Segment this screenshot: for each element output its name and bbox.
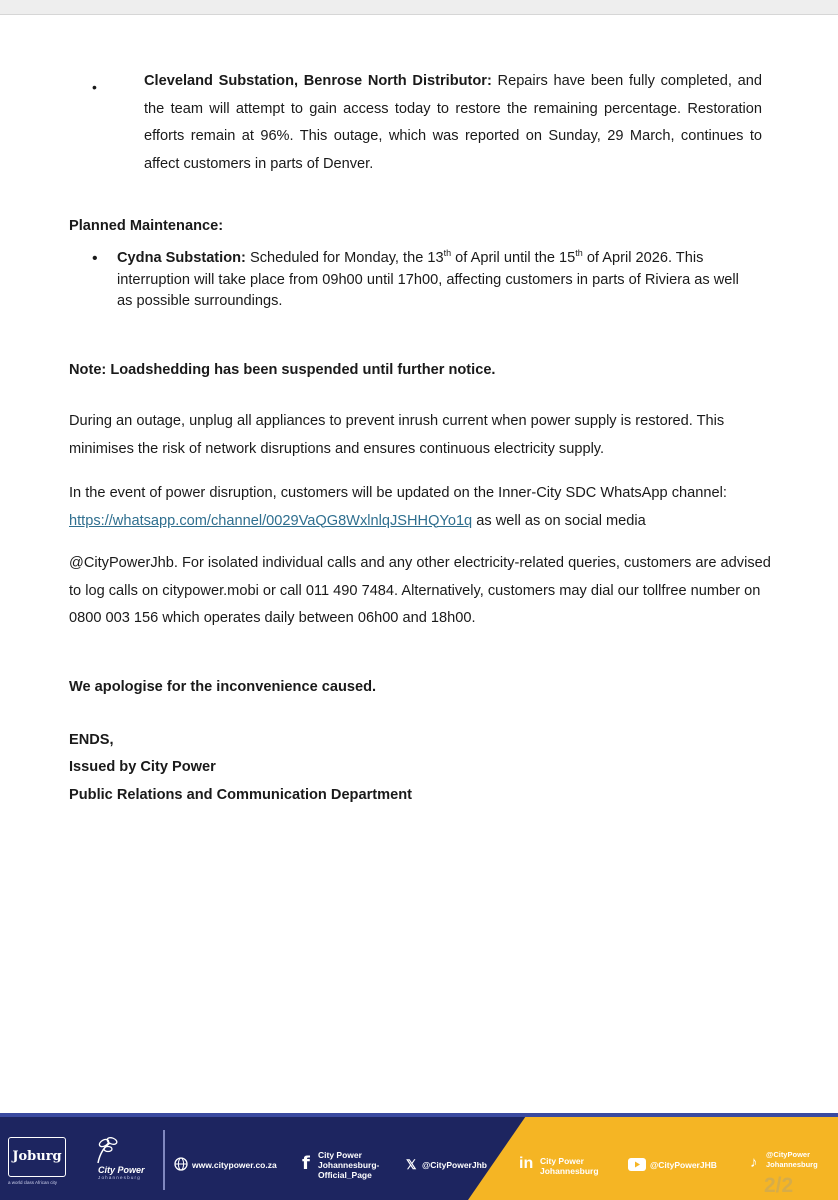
footer-x-handle[interactable]: @CityPowerJhb (422, 1160, 487, 1170)
footer-tiktok-2[interactable]: Johannesburg (766, 1160, 818, 1169)
tiktok-icon: ♪ (750, 1154, 758, 1171)
footer-linkedin-1[interactable]: City Power (540, 1156, 584, 1166)
globe-icon (174, 1157, 188, 1171)
footer-facebook-3[interactable]: Official_Page (318, 1170, 372, 1180)
advice-paragraph: During an outage, unplug all appliances to prevent inrush current when power supply is restored. This minimises the risk of network disruptions and ensures continuous electricity supply. (69, 413, 725, 457)
whatsapp-channel-link[interactable]: https://whatsapp.com/channel/0029VaQG8WxlnlqJSHHQYo1q (69, 512, 473, 529)
cydna-sup-2: th (575, 248, 583, 259)
department: Public Relations and Communication Department (69, 787, 412, 803)
cleveland-text: Repairs have been fully completed, and the team will attempt to gain access today to restore the remaining percentage. Restoration efforts remain at 96%. This outage, which was reported on Sunday, 29 March, continues to affect customers in parts of Denver. (144, 73, 762, 172)
bullet-cleveland: • (92, 79, 97, 95)
cydna-text-1: Scheduled for Monday, the 13 (245, 250, 444, 266)
viewer-top-bar (0, 0, 838, 15)
joburg-tagline: a world class African city (8, 1180, 58, 1185)
joburg-logo: Joburg (8, 1137, 66, 1177)
footer-top-line (0, 1113, 838, 1117)
cleveland-paragraph (144, 68, 762, 178)
cydna-title: Cydna Substation: (117, 250, 246, 266)
loadshedding-note: Note: Loadshedding has been suspended until further notice. (69, 362, 496, 378)
footer-separator (163, 1130, 165, 1190)
planned-heading: Planned Maintenance: (69, 218, 224, 234)
cydna-text-2: of April until the 15 (451, 250, 576, 266)
update-paragraph (69, 480, 779, 535)
linkedin-icon: in (519, 1155, 534, 1172)
cleveland-title: Cleveland Substation, Benrose North Distributor: (144, 73, 492, 89)
cydna-text-3: of April 2026. This interruption will take place from 09h00 until 17h00, affecting customers in parts of Riviera as well as possible surroundings. (117, 250, 739, 309)
page-number: 2/2 (764, 1174, 794, 1197)
cydna-paragraph (117, 248, 757, 313)
footer-youtube[interactable]: @CityPowerJHB (650, 1160, 717, 1170)
city-power-name: City Power (98, 1165, 145, 1175)
facebook-icon: f (302, 1153, 310, 1174)
bullet-cydna: • (92, 250, 98, 267)
update-text: In the event of power disruption, customers will be updated on the Inner-City SDC WhatsApp channel: (69, 485, 727, 501)
ends-label: ENDS, (69, 732, 114, 748)
footer-facebook-2[interactable]: Johannesburg- (318, 1160, 380, 1170)
footer-website[interactable]: www.citypower.co.za (192, 1160, 277, 1170)
cydna-sup-1: th (443, 248, 452, 259)
city-power-subname: Johannesburg (98, 1175, 141, 1180)
contact-paragraph: @CityPowerJhb. For isolated individual calls and any other electricity-related queries, customers are advised to log calls on citypower.mobi or call 011 490 7484. Alternatively, customers may dial our tollfree number on 0800 003 156 which operates daily between 06h00 and 18h00. (69, 555, 771, 626)
footer-tiktok-1[interactable]: @CityPower (766, 1150, 810, 1159)
apology: We apologise for the inconvenience caused. (69, 679, 377, 695)
youtube-icon (628, 1158, 646, 1171)
city-power-logo (86, 1135, 156, 1183)
footer-facebook-1[interactable]: City Power (318, 1150, 362, 1160)
footer-linkedin-2[interactable]: Johannesburg (540, 1166, 599, 1176)
issued-by: Issued by City Power (69, 759, 216, 775)
update-after: as well as on social media (472, 512, 646, 529)
city-power-flower-icon (90, 1135, 130, 1165)
x-icon: 𝕏 (406, 1157, 417, 1172)
